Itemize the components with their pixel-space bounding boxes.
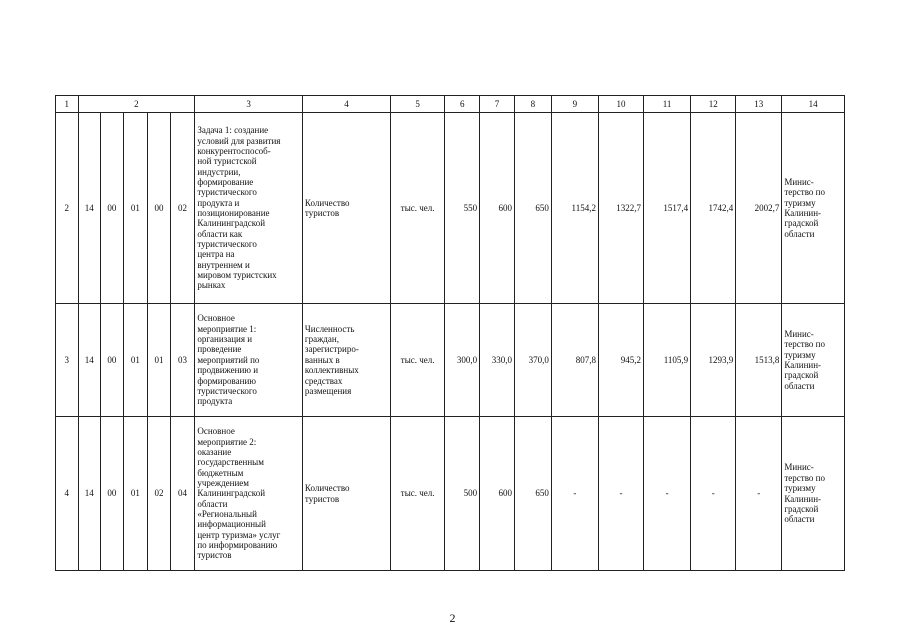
indicator-name: Количество туристов xyxy=(302,113,390,304)
code-cell: 02 xyxy=(148,417,171,571)
header-cell: 7 xyxy=(480,96,515,113)
code-cell: 02 xyxy=(170,113,195,304)
task-name: Основное мероприятие 1: организация и проведение мероприятий по продвижению и формированию туристического продукта xyxy=(195,304,303,417)
executor-cell: Минис- терство по туризму Калинин- градской области xyxy=(782,304,845,417)
code-cell: 01 xyxy=(123,417,148,571)
executor-cell: Минис- терство по туризму Калинин- градской области xyxy=(782,113,845,304)
value-cell: - xyxy=(551,417,598,571)
header-cell: 9 xyxy=(551,96,598,113)
program-table xyxy=(55,95,845,571)
value-cell: 370,0 xyxy=(514,304,551,417)
code-cell: 01 xyxy=(123,304,148,417)
row-number: 3 xyxy=(56,304,79,417)
table-row xyxy=(56,304,845,417)
code-cell: 03 xyxy=(170,304,195,417)
header-cell: 12 xyxy=(691,96,736,113)
value-cell: 300,0 xyxy=(445,304,480,417)
value-cell: 1517,4 xyxy=(644,113,691,304)
value-cell: 650 xyxy=(514,113,551,304)
header-row xyxy=(56,96,845,113)
value-cell: - xyxy=(691,417,736,571)
value-cell: 1154,2 xyxy=(551,113,598,304)
value-cell: 1742,4 xyxy=(691,113,736,304)
header-cell: 14 xyxy=(782,96,845,113)
unit-cell: тыс. чел. xyxy=(391,304,445,417)
value-cell: 1293,9 xyxy=(691,304,736,417)
value-cell: 600 xyxy=(480,113,515,304)
executor-cell: Минис- терство по туризму Калинин- градской области xyxy=(782,417,845,571)
value-cell: 650 xyxy=(514,417,551,571)
code-cell: 00 xyxy=(101,304,124,417)
value-cell: 1322,7 xyxy=(598,113,643,304)
value-cell: 500 xyxy=(445,417,480,571)
row-number: 4 xyxy=(56,417,79,571)
indicator-name: Численность граждан, зарегистриро- ванных в коллективных средствах размещения xyxy=(302,304,390,417)
value-cell: 2002,7 xyxy=(736,113,782,304)
unit-cell: тыс. чел. xyxy=(391,113,445,304)
header-cell: 2 xyxy=(78,96,195,113)
header-cell: 4 xyxy=(302,96,390,113)
header-cell: 1 xyxy=(56,96,79,113)
code-cell: 04 xyxy=(170,417,195,571)
task-name: Задача 1: создание условий для развития конкурентоспособ- ной туристской индустрии, формирование туристического продукта и позиционирование Калининградской области как туристического центра на внутреннем и мировом туристских рынках xyxy=(195,113,303,304)
code-cell: 14 xyxy=(78,304,101,417)
indicator-name: Количество туристов xyxy=(302,417,390,571)
unit-cell: тыс. чел. xyxy=(391,417,445,571)
header-cell: 13 xyxy=(736,96,782,113)
table-row xyxy=(56,113,845,304)
value-cell: 550 xyxy=(445,113,480,304)
value-cell: - xyxy=(644,417,691,571)
value-cell: 807,8 xyxy=(551,304,598,417)
code-cell: 01 xyxy=(148,304,171,417)
value-cell: 1513,8 xyxy=(736,304,782,417)
task-name: Основное мероприятие 2: оказание государственным бюджетным учреждением Калининградской области «Региональный информационный центр туризма» услуг по информированию туристов xyxy=(195,417,303,571)
value-cell: 1105,9 xyxy=(644,304,691,417)
value-cell: 330,0 xyxy=(480,304,515,417)
header-cell: 11 xyxy=(644,96,691,113)
header-cell: 8 xyxy=(514,96,551,113)
value-cell: 600 xyxy=(480,417,515,571)
code-cell: 01 xyxy=(123,113,148,304)
code-cell: 00 xyxy=(148,113,171,304)
header-cell: 10 xyxy=(598,96,643,113)
code-cell: 00 xyxy=(101,417,124,571)
value-cell: - xyxy=(736,417,782,571)
table-row xyxy=(56,417,845,571)
page-number: 2 xyxy=(449,611,456,625)
row-number: 2 xyxy=(56,113,79,304)
value-cell: - xyxy=(598,417,643,571)
code-cell: 14 xyxy=(78,417,101,571)
header-cell: 3 xyxy=(195,96,303,113)
code-cell: 14 xyxy=(78,113,101,304)
value-cell: 945,2 xyxy=(598,304,643,417)
code-cell: 00 xyxy=(101,113,124,304)
header-cell: 6 xyxy=(445,96,480,113)
header-cell: 5 xyxy=(391,96,445,113)
